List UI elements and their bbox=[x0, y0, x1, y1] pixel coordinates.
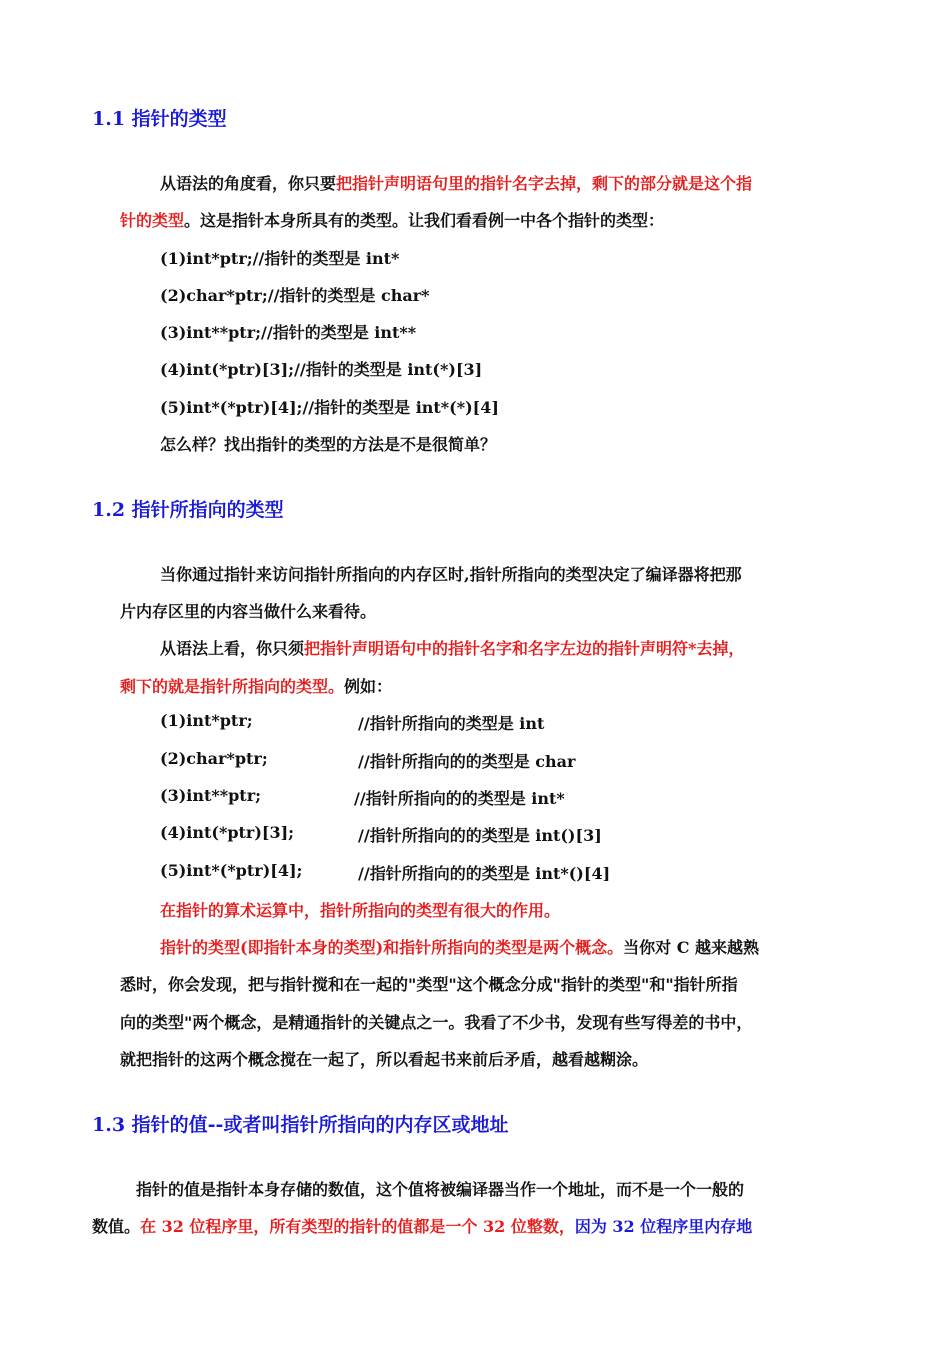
paragraph-line bbox=[160, 935, 759, 958]
paragraph-line bbox=[120, 208, 664, 231]
pointed-type-example-3-comment: //指针所指向的的类型是 int* bbox=[354, 789, 565, 808]
paragraph-line bbox=[160, 171, 752, 194]
paragraph-line: 悉时，你会发现，把与指针搅和在一起的"类型"这个概念分成"指针的类型"和"指针所指 bbox=[120, 975, 738, 994]
pointed-type-example-1-comment: //指针所指向的类型是 int bbox=[358, 714, 545, 733]
emphasis-text: 把指针声明语句里的指针名字去掉，剩下的部分就是这个指 bbox=[336, 174, 753, 193]
type-example-1: (1)int*ptr;//指针的类型是 int* bbox=[160, 249, 400, 268]
type-example-4: (4)int(*ptr)[3];//指针的类型是 int(*)[3] bbox=[160, 360, 483, 379]
pointed-type-example-1-code: (1)int*ptr; bbox=[160, 711, 253, 730]
pointed-type-example-2-code: (2)char*ptr; bbox=[160, 749, 268, 768]
pointed-type-example-3-code: (3)int**ptr; bbox=[160, 786, 262, 805]
type-example-2: (2)char*ptr;//指针的类型是 char* bbox=[160, 286, 430, 305]
emphasis-text: 把指针声明语句中的指针名字和名字左边的指针声明符*去掉， bbox=[304, 639, 745, 658]
text-span: 从语法上看，你只须 bbox=[160, 639, 305, 658]
pointed-type-example-4-comment: //指针所指向的的类型是 int()[3] bbox=[358, 826, 602, 845]
paragraph-line bbox=[160, 636, 744, 659]
paragraph-line: 指针的值是指针本身存储的数值，这个值将被编译器当作一个地址，而不是一个一般的 bbox=[136, 1180, 745, 1199]
pointed-type-example-4-code: (4)int(*ptr)[3]; bbox=[160, 823, 295, 842]
type-example-5: (5)int*(*ptr)[4];//指针的类型是 int*(*)[4] bbox=[160, 398, 499, 417]
section-heading-1-2: 1.2 指针所指向的类型 bbox=[92, 499, 284, 521]
paragraph-line: 就把指针的这两个概念搅在一起了，所以看起书来前后矛盾，越看越糊涂。 bbox=[120, 1050, 649, 1069]
section-heading-1-3: 1.3 指针的值--或者叫指针所指向的内存区或地址 bbox=[92, 1114, 509, 1136]
text-span: 当你对 C 越来越熟 bbox=[623, 938, 760, 957]
text-span: 。这是指针本身所具有的类型。让我们看看例一中各个指针的类型： bbox=[184, 211, 665, 230]
emphasis-text-blue: 因为 32 位程序里内存地 bbox=[574, 1217, 753, 1236]
emphasis-text: 剩下的就是指针所指向的类型。 bbox=[120, 677, 345, 696]
section-heading-1-1: 1.1 指针的类型 bbox=[92, 108, 227, 130]
text-span: 例如： bbox=[344, 677, 393, 696]
paragraph-line: 片内存区里的内容当做什么来看待。 bbox=[120, 602, 377, 621]
paragraph-line: 当你通过指针来访问指针所指向的内存区时,指针所指向的类型决定了编译器将把那 bbox=[160, 565, 742, 584]
closing-line: 怎么样？找出指针的类型的方法是不是很简单？ bbox=[160, 435, 497, 454]
pointed-type-example-2-comment: //指针所指向的的类型是 char bbox=[358, 752, 576, 771]
type-example-3: (3)int**ptr;//指针的类型是 int** bbox=[160, 323, 417, 342]
red-note: 在指针的算术运算中，指针所指向的类型有很大的作用。 bbox=[160, 901, 561, 920]
text-span: 从语法的角度看，你只要 bbox=[160, 174, 337, 193]
emphasis-text: 在 32 位程序里，所有类型的指针的值都是一个 32 位整数， bbox=[140, 1217, 575, 1236]
pointed-type-example-5-code: (5)int*(*ptr)[4]; bbox=[160, 861, 303, 880]
emphasis-text: 指针的类型(即指针本身的类型)和指针所指向的类型是两个概念。 bbox=[160, 938, 624, 957]
pointed-type-example-5-comment: //指针所指向的的类型是 int*()[4] bbox=[358, 864, 611, 883]
paragraph-line: 向的类型"两个概念，是精通指针的关键点之一。我看了不少书，发现有些写得差的书中， bbox=[120, 1013, 753, 1032]
paragraph-line bbox=[92, 1214, 752, 1237]
text-span: 数值。 bbox=[92, 1217, 141, 1236]
emphasis-text: 针的类型 bbox=[120, 211, 185, 230]
paragraph-line bbox=[120, 674, 392, 697]
